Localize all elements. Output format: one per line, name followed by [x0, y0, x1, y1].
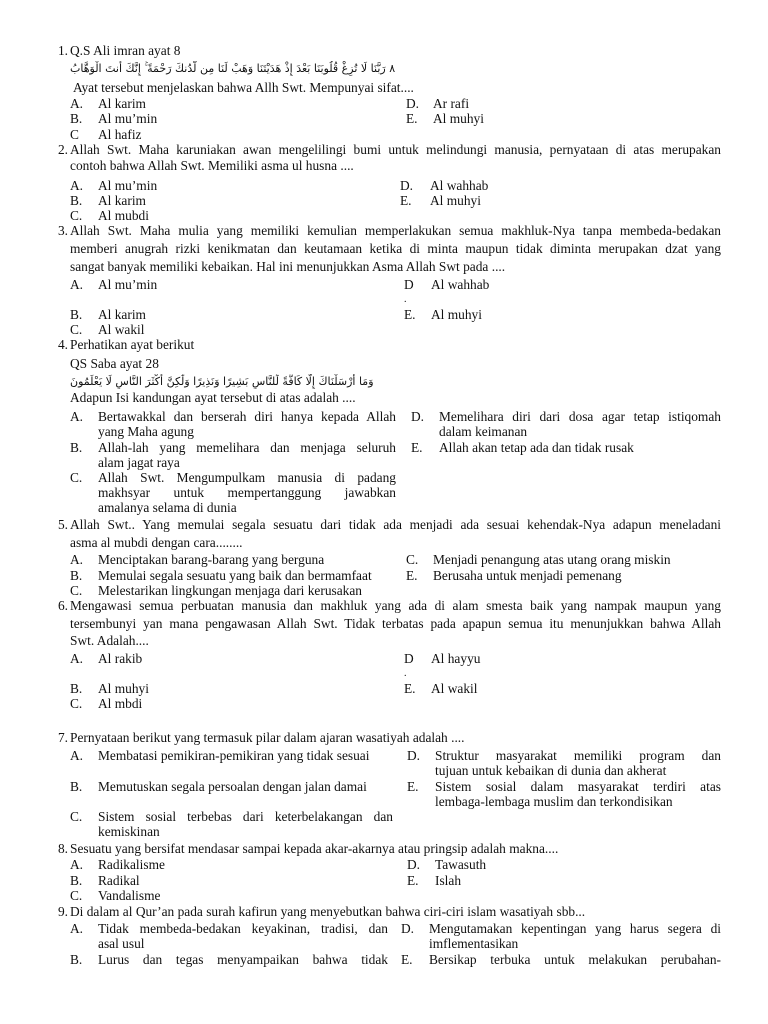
option-letter: C.: [70, 583, 83, 598]
option-letter: B.: [70, 952, 83, 967]
option-d-text[interactable]: Tawasuth: [435, 857, 487, 872]
question-text-line: tersembunyi yan mana pengawasan Allah Swt. Tidak terbatas pada apapun semua itu menunjukkan bahwa Allah: [70, 616, 721, 631]
option-letter: A.: [70, 96, 84, 111]
option-e-text[interactable]: Berusaha untuk menjadi pemenang: [433, 568, 622, 583]
question-number: 9.: [57, 904, 68, 919]
question-number: 7.: [57, 730, 68, 745]
option-letter: C.: [70, 888, 83, 903]
question-text-line: QS Saba ayat 28: [70, 356, 159, 371]
option-letter: E.: [407, 779, 419, 794]
option-letter: D.: [401, 921, 415, 936]
question-text-line: Pernyataan berikut yang termasuk pilar dalam ajaran wasatiyah adalah ....: [70, 730, 465, 745]
option-letter: A.: [70, 409, 84, 424]
option-d-text[interactable]: Memelihara diri dari dosa agar tetap istiqomah: [439, 409, 721, 424]
option-letter: B.: [70, 111, 83, 126]
question-number: 1.: [57, 43, 68, 58]
option-e-text[interactable]: Al muhyi: [430, 193, 481, 208]
stray-period: .: [404, 294, 407, 305]
question-number: 3.: [57, 223, 68, 238]
option-letter: D: [404, 277, 414, 292]
option-d-text-cont[interactable]: imflementasikan: [429, 936, 519, 951]
question-stem: Adapun Isi kandungan ayat tersebut di atas adalah ....: [70, 390, 356, 405]
option-a-text[interactable]: Radikalisme: [98, 857, 165, 872]
option-letter: B.: [70, 681, 83, 696]
option-e-text[interactable]: Al muhyi: [431, 307, 482, 322]
option-letter: A.: [70, 552, 84, 567]
question-text-line: contoh bahwa Allah Swt. Memiliki asma ul husna ....: [70, 158, 354, 173]
question-text-line: Perhatikan ayat berikut: [70, 337, 195, 352]
option-b-text[interactable]: Al karim: [98, 193, 146, 208]
option-letter: E.: [411, 440, 423, 455]
option-letter: D.: [411, 409, 425, 424]
arabic-verse: وَمَا أَرْسَلْنَاكَ إِلَّا كَافَّةً لِّلنَّاسِ بَشِيرًا وَنَذِيرًا وَلَٰكِنَّ أَكْثَرَ النَّاسِ لَا يَعْلَمُونَ: [70, 375, 374, 388]
option-letter: C.: [70, 696, 83, 711]
question-text-line: memberi anugrah rizki kenikmatan dan keutamaan ketika di minta maupun tidak diminta merupakan dzat yang: [70, 241, 721, 256]
option-letter: C.: [70, 208, 83, 223]
option-b-text-cont[interactable]: alam jagat raya: [98, 455, 180, 470]
option-d-text[interactable]: Al hayyu: [431, 651, 481, 666]
option-letter: A.: [70, 277, 84, 292]
question-text-line: Di dalam al Qur’an pada surah kafirun yang menyebutkan bahwa ciri-ciri islam wasatiyah sbb...: [70, 904, 586, 919]
option-e-text[interactable]: Islah: [435, 873, 462, 888]
question-number: 5.: [57, 517, 68, 532]
question-number: 2.: [57, 142, 68, 157]
option-letter: A.: [70, 921, 84, 936]
option-c-text[interactable]: Vandalisme: [98, 888, 161, 903]
option-a-text[interactable]: Al mu’min: [98, 277, 158, 292]
option-letter: B.: [70, 440, 83, 455]
option-letter: A.: [70, 748, 84, 763]
option-letter: B.: [70, 568, 83, 583]
question-number: 8.: [57, 841, 68, 856]
option-c-text[interactable]: Al wakil: [98, 322, 145, 337]
option-letter: E.: [406, 111, 418, 126]
option-letter: A.: [70, 178, 84, 193]
option-a-text[interactable]: Menciptakan barang-barang yang berguna: [98, 552, 325, 567]
option-a-text[interactable]: Al rakib: [98, 651, 143, 666]
option-e-text[interactable]: Al wakil: [431, 681, 478, 696]
option-b-text[interactable]: Lurus dan tegas menyampaikan bahwa tidak: [98, 952, 388, 967]
question-text-line: Mengawasi semua perbuatan manusia dan makhluk yang ada di alam smesta baik yang nampak maupun yang: [70, 598, 721, 613]
option-d-text[interactable]: Mengutamakan kepentingan yang harus segera di: [429, 921, 721, 936]
question-text-line: Allah Swt.. Yang memulai segala sesuatu dari tidak ada menjadi ada sesuai kehendak-Nya adapun meneladani: [70, 517, 721, 532]
option-letter: D: [404, 651, 414, 666]
option-c-text[interactable]: Allah Swt. Mengumpulkam manusia di padang: [98, 470, 396, 485]
option-letter: D.: [406, 96, 420, 111]
question-text-line: Allah Swt. Maha mulia yang memiliki kemulian memperlakukan semua makhluk-Nya tanpa membeda-bedakan: [70, 223, 721, 238]
option-c2-text[interactable]: Menjadi penangung atas utang orang miskin: [433, 552, 671, 567]
option-c-text[interactable]: Sistem sosial terbebas dari keterbelakangan dan: [98, 809, 393, 824]
option-letter: E.: [401, 952, 413, 967]
question-text-line: Allah Swt. Maha karuniakan awan mengelilingi bumi untuk melindungi manusia, pernyataan di atas merupakan: [70, 142, 721, 157]
option-c-text-cont[interactable]: kemiskinan: [98, 824, 160, 839]
question-text-line: asma al mubdi dengan cara........: [70, 535, 243, 550]
arabic-verse: ٨ رَبَّنَا لَا تُزِغْ قُلُوبَنَا بَعْدَ إِذْ هَدَيْتَنَا وَهَبْ لَنَا مِن لَّدُنكَ رَحْمَةً ۚ إِنَّكَ أَنتَ الْوَهَّابُ: [70, 62, 396, 75]
option-letter: E.: [404, 681, 416, 696]
option-letter: E.: [400, 193, 412, 208]
question-number: 6.: [57, 598, 68, 613]
option-a-text[interactable]: Bertawakkal dan berserah diri hanya kepada Allah: [98, 409, 396, 424]
option-letter: A.: [70, 857, 84, 872]
question-text-line: Swt. Adalah....: [70, 633, 149, 648]
option-c-text[interactable]: Melestarikan lingkungan menjaga dari kerusakan: [98, 583, 363, 598]
option-letter: C.: [70, 470, 83, 485]
option-a-text-cont[interactable]: asal usul: [98, 936, 145, 951]
question-text-line: Q.S Ali imran ayat 8: [70, 43, 181, 58]
option-letter: D.: [407, 857, 421, 872]
option-a-text[interactable]: Al mu’min: [98, 178, 158, 193]
option-letter: B.: [70, 193, 83, 208]
option-letter: B.: [70, 307, 83, 322]
option-letter: B.: [70, 873, 83, 888]
option-b-text[interactable]: Radikal: [98, 873, 140, 888]
option-letter: E.: [404, 307, 416, 322]
option-letter: C.: [70, 322, 83, 337]
option-e-text[interactable]: Al muhyi: [433, 111, 484, 126]
option-letter: D.: [400, 178, 414, 193]
option-c-text[interactable]: Al mubdi: [98, 208, 149, 223]
question-text-line: Sesuatu yang bersifat mendasar sampai kepada akar-akarnya atau pringsip adalah makna....: [70, 841, 559, 856]
option-letter: E.: [407, 873, 419, 888]
question-stem: Ayat tersebut menjelaskan bahwa Allh Swt. Mempunyai sifat....: [73, 80, 414, 95]
option-a-text[interactable]: Tidak membeda-bedakan keyakinan, tradisi, dan: [98, 921, 388, 936]
option-d-text[interactable]: Al wahhab: [431, 277, 490, 292]
option-letter: A.: [70, 651, 84, 666]
question-text-line: sangat banyak memiliki kebaikan. Hal ini menunjukkan Asma Allah Swt pada ....: [70, 259, 506, 274]
option-d-text[interactable]: Al wahhab: [430, 178, 489, 193]
question-number: 4.: [57, 337, 68, 352]
option-b-text[interactable]: Al muhyi: [98, 681, 149, 696]
option-e-text-cont[interactable]: lembaga-lembaga muslim dan terkondisikan: [435, 794, 673, 809]
option-d-text-cont[interactable]: tujuan untuk kebaikan di dunia dan akherat: [435, 763, 667, 778]
option-d-text-cont[interactable]: dalam keimanan: [439, 424, 528, 439]
option-c-text-cont[interactable]: amalanya selama di dunia: [98, 500, 237, 515]
option-letter: E.: [406, 568, 418, 583]
option-e-text[interactable]: Allah akan tetap ada dan tidak rusak: [439, 440, 634, 455]
option-letter: B.: [70, 779, 83, 794]
option-e-text[interactable]: Sistem sosial dalam masyarakat terdiri atas: [435, 779, 721, 794]
option-d-text[interactable]: Struktur masyarakat memiliki program dan: [435, 748, 721, 763]
option-b-text[interactable]: Memulai segala sesuatu yang baik dan bermamfaat: [98, 568, 372, 583]
option-b-text[interactable]: Memutuskan segala persoalan dengan jalan damai: [98, 779, 367, 794]
option-letter: C.: [406, 552, 419, 567]
option-letter: C.: [70, 809, 83, 824]
option-e-text[interactable]: Bersikap terbuka untuk melakukan perubahan-: [429, 952, 721, 967]
option-a-text[interactable]: Al karim: [98, 96, 146, 111]
stray-period: .: [404, 668, 407, 679]
option-letter: D.: [407, 748, 421, 763]
option-letter: C: [70, 127, 79, 142]
option-c-text[interactable]: Al hafiz: [98, 127, 142, 142]
option-a-text[interactable]: Membatasi pemikiran-pemikiran yang tidak sesuai: [98, 748, 370, 763]
option-a-text-cont[interactable]: yang Maha agung: [98, 424, 194, 439]
option-c-text-cont[interactable]: makhsyar untuk mempertanggung jawabkan: [98, 485, 396, 500]
option-b-text[interactable]: Al mu’min: [98, 111, 158, 126]
option-c-text[interactable]: Al mbdi: [98, 696, 143, 711]
option-b-text[interactable]: Allah-lah yang memelihara dan menjaga seluruh: [98, 440, 396, 455]
option-d-text[interactable]: Ar rafi: [433, 96, 470, 111]
option-b-text[interactable]: Al karim: [98, 307, 146, 322]
